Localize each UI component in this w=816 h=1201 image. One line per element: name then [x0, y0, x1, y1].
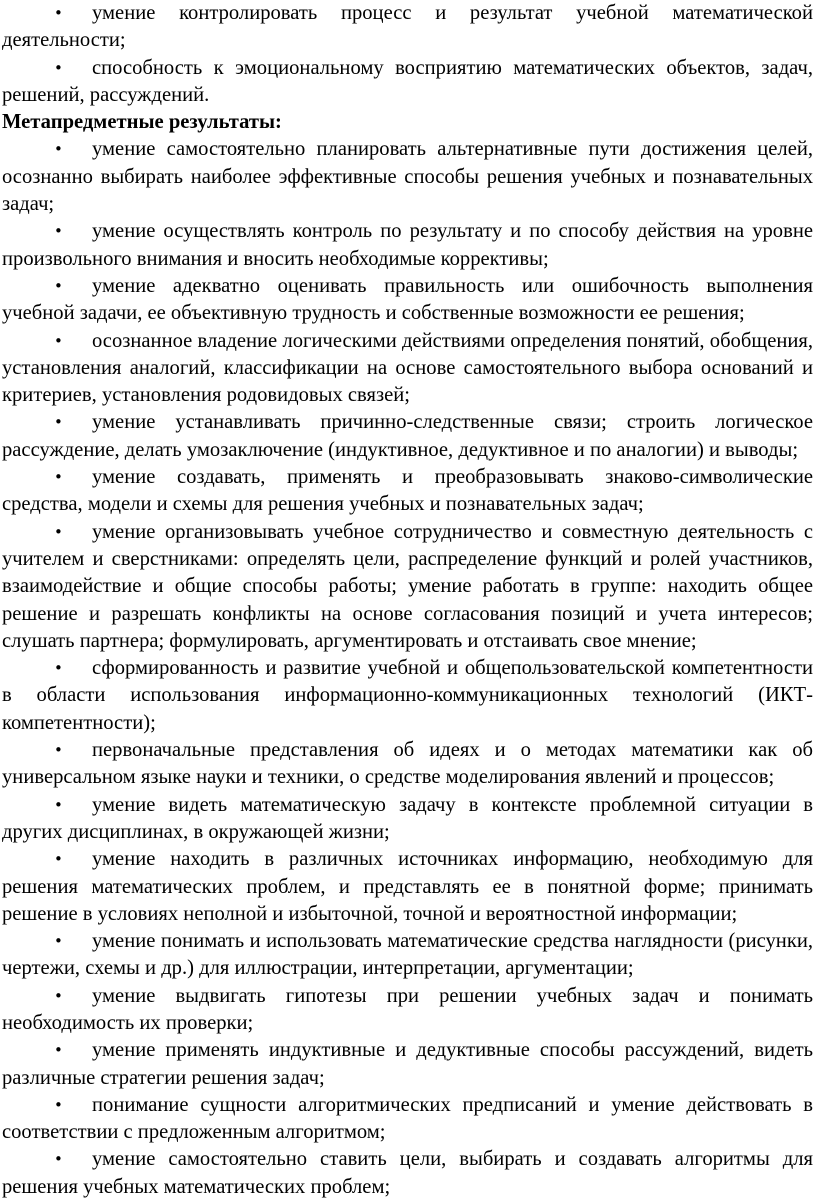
bullet-icon: • — [54, 4, 63, 22]
bullet-icon: • — [54, 276, 63, 295]
bullet-icon: • — [54, 850, 63, 869]
list-item-text: умение самостоятельно ставить цели, выбирать и создавать алгоритмы для решения учебных математических проблем; — [2, 1148, 813, 1198]
bullet-icon: • — [54, 986, 63, 1005]
bullet-icon: • — [54, 140, 63, 159]
list-item — [2, 846, 813, 928]
list-item — [2, 983, 813, 1038]
bullet-icon: • — [54, 741, 63, 760]
bullet-list-metasubject — [2, 136, 813, 1201]
list-item — [2, 655, 813, 737]
list-item — [2, 1092, 813, 1147]
list-item-text: умение находить в различных источниках информацию, необходимую для решения математических проблем, и представлять ее в понятной форме; принимать решение в условиях неполной и избыточной, точной и вероятностной информации; — [2, 848, 813, 925]
section-heading: Метапредметные результаты: — [2, 111, 282, 134]
list-item-text: умение видеть математическую задачу в контексте проблемной ситуации в других дисциплинах, в окружающей жизни; — [2, 793, 813, 843]
list-item — [2, 1146, 813, 1201]
list-item-text: умение самостоятельно планировать альтернативные пути достижения целей, осознанно выбирать наиболее эффективные способы решения учебных и познавательных задач; — [2, 138, 813, 216]
bullet-icon: • — [54, 522, 63, 541]
list-item — [2, 464, 813, 519]
list-item — [2, 328, 813, 410]
list-item-text: умение устанавливать причинно-следственные связи; строить логическое рассуждение, делать умозаключение (индуктивное, дедуктивное и по аналогии) и выводы; — [2, 411, 813, 461]
list-item — [2, 218, 813, 273]
list-item-text: первоначальные представления об идеях и о методах математики как об универсальном языке науки и техники, о средстве моделирования явлений и процессов; — [2, 739, 813, 789]
bullet-icon: • — [54, 795, 63, 814]
bullet-icon: • — [54, 222, 63, 241]
bullet-list-intro — [2, 0, 813, 109]
list-item — [2, 136, 813, 218]
list-item — [2, 737, 813, 792]
list-item — [2, 273, 813, 328]
list-item-text: сформированность и развитие учебной и общепользовательской компетентности в области использования информационно-коммуникационных технологий (ИКТ-компетентности); — [2, 657, 813, 734]
list-item-text: умение осуществлять контроль по результату и по способу действия на уровне произвольного внимания и вносить необходимые коррективы; — [2, 220, 813, 270]
list-item-text: умение создавать, применять и преобразовывать знаково-символические средства, модели и схемы для решения учебных и познавательных задач; — [2, 466, 813, 516]
list-item — [2, 519, 813, 655]
list-item-text: умение выдвигать гипотезы при решении учебных задач и понимать необходимость их проверки; — [2, 984, 813, 1034]
list-item-text: способность к эмоциональному восприятию математических объектов, задач, решений, рассуждений. — [2, 56, 813, 106]
bullet-icon: • — [54, 1095, 63, 1114]
bullet-icon: • — [54, 1150, 63, 1169]
list-item-text: осознанное владение логическими действиями определения понятий, обобщения, установления аналогий, классификации на основе самостоятельного выбора оснований и критериев, установления родовидовых связей; — [2, 329, 813, 407]
bullet-icon: • — [54, 1041, 63, 1060]
list-item — [2, 1037, 813, 1092]
bullet-icon: • — [54, 58, 63, 77]
list-item-text: умение понимать и использовать математические средства наглядности (рисунки, чертежи, схемы и др.) для иллюстрации, интерпретации, аргументации; — [2, 930, 813, 980]
list-item — [2, 0, 813, 55]
bullet-icon: • — [54, 331, 63, 350]
bullet-icon: • — [54, 468, 63, 487]
list-item — [2, 409, 813, 464]
bullet-icon: • — [54, 413, 63, 432]
bullet-icon: • — [54, 659, 63, 678]
list-item-text: умение организовывать учебное сотрудничество и совместную деятельность с учителем и сверстниками: определять цели, распределение функций и ролей участников, взаимодействие и общие способы работы; умение работать в группе: находить общее решение и разрешать конфликты на основе согласования позиций и учета интересов; слушать партнера; формулировать, аргументировать и отстаивать свое мнение; — [2, 520, 813, 652]
list-item-text: понимание сущности алгоритмических предписаний и умение действовать в соответствии с предложенным алгоритмом; — [2, 1093, 813, 1144]
list-item — [2, 928, 813, 983]
list-item-text: умение адекватно оценивать правильность или ошибочность выполнения учебной задачи, ее объективную трудность и собственные возможности ее решения; — [2, 274, 813, 325]
bullet-icon: • — [54, 932, 63, 951]
list-item-text: умение контролировать процесс и результат учебной математической деятельности; — [2, 2, 813, 52]
list-item-text: умение применять индуктивные и дедуктивные способы рассуждений, видеть различные стратегии решения задач; — [2, 1039, 813, 1089]
list-item — [2, 55, 813, 110]
list-item — [2, 792, 813, 847]
